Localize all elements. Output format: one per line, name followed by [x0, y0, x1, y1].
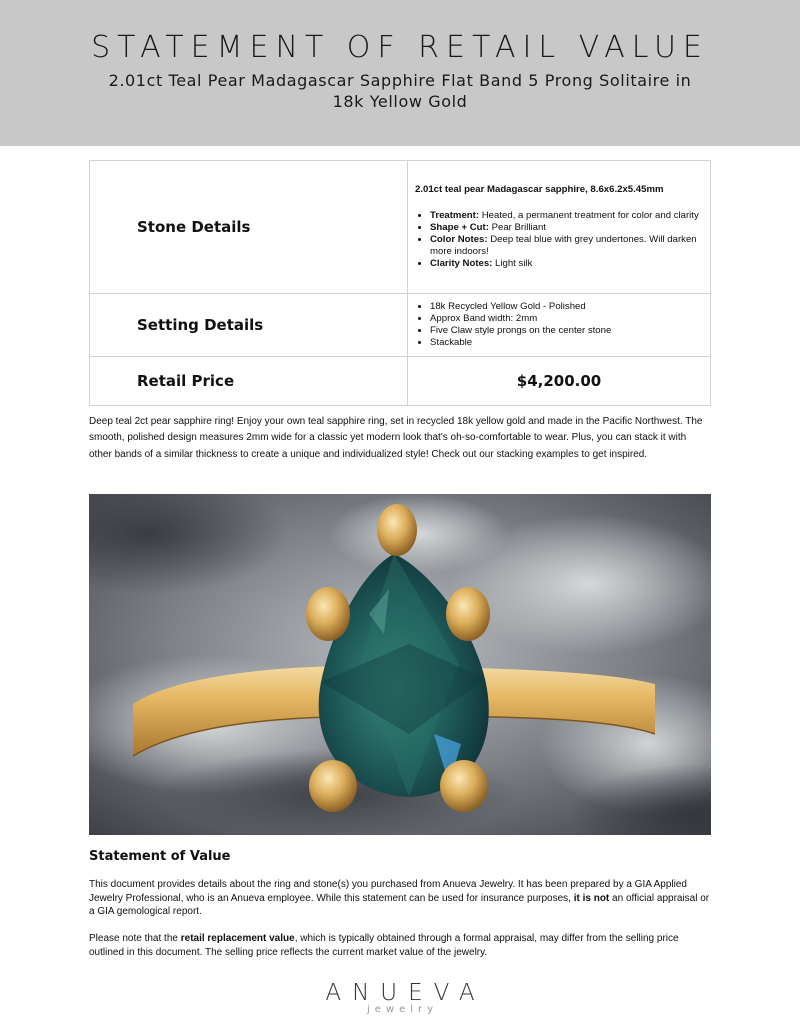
- statement-paragraph-2: [89, 932, 711, 959]
- prong: [440, 760, 488, 812]
- list-item: • Stackable: [430, 337, 704, 349]
- setting-details-label: Setting Details: [90, 294, 408, 357]
- prong: [377, 504, 417, 556]
- prong: [446, 587, 490, 641]
- item-value: Heated, a permanent treatment for color and clarity: [481, 210, 699, 221]
- text-segment: , which is typically obtained through a formal appraisal, may differ from the selling price outlined in this document. The selling price reflects the current market value of the jewelry.: [89, 933, 679, 958]
- list-item: • Approx Band width: 2mm: [430, 313, 704, 325]
- stone-list: [415, 210, 704, 270]
- document-title: STATEMENT OF RETAIL VALUE: [91, 30, 709, 65]
- list-item: [430, 234, 704, 258]
- item-key: Color Notes:: [430, 234, 488, 245]
- list-item: [430, 258, 704, 270]
- text-segment: an official appraisal or a GIA gemological report.: [89, 892, 710, 917]
- stone-heading: 2.01ct teal pear Madagascar sapphire, 8.6x6.2x5.45mm: [415, 184, 664, 195]
- brand-subtitle: jewelry: [366, 1004, 439, 1015]
- header-banner: [0, 0, 800, 146]
- setting-details-cell: [408, 294, 711, 357]
- setting-list: [415, 301, 704, 349]
- text-segment: Please note that the: [89, 933, 181, 944]
- item-value: Deep teal blue with grey undertones. Will darken more indoors!: [430, 234, 697, 257]
- brand-name: ANUEVA: [325, 980, 486, 1006]
- item-key: Clarity Notes:: [430, 258, 493, 269]
- document-subtitle: 2.01ct Teal Pear Madagascar Sapphire Flat Band 5 Prong Solitaire in 18k Yellow Gold: [108, 71, 692, 111]
- item-value: Light silk: [495, 258, 533, 269]
- retail-price-row: [90, 357, 711, 406]
- ring-photo: [89, 494, 711, 835]
- item-key: Treatment:: [430, 210, 480, 221]
- statement-paragraph-1: [89, 878, 711, 919]
- brand-logo: [0, 980, 800, 1015]
- stone-details-row: [90, 161, 711, 294]
- retail-price-value: $4,200.00: [408, 357, 711, 406]
- ring-illustration: [89, 494, 711, 835]
- item-value: Pear Brilliant: [491, 222, 546, 233]
- text-emphasis: retail replacement value: [180, 933, 295, 944]
- prong: [309, 760, 357, 812]
- text-emphasis: it is not: [573, 892, 610, 904]
- text-segment: This document provides details about the ring and stone(s) you purchased from Anueva Jewelry. It has been prepared by a GIA Applied Jewelry Professional, who is an Anueva employee. While this statement can be used for insurance purposes,: [89, 879, 687, 904]
- product-description: Deep teal 2ct pear sapphire ring! Enjoy your own teal sapphire ring, set in recycled 18k yellow gold and made in the Pacific Northwest. The smooth, polished design measures 2mm wide for a classic yet modern look that's oh-so-comfortable to wear. Plus, you can stack it with other bands of a similar thickness to create a unique and individualized style! Check out our stacking examples to get inspired.: [89, 416, 703, 460]
- list-item: [430, 210, 704, 222]
- retail-price-label: Retail Price: [90, 357, 408, 406]
- prong: [306, 587, 350, 641]
- stone-details-label: Stone Details: [90, 161, 408, 294]
- setting-details-row: [90, 294, 711, 357]
- stone-details-cell: [408, 161, 711, 294]
- list-item: • Five Claw style prongs on the center stone: [430, 325, 704, 337]
- list-item: [430, 222, 704, 234]
- list-item: • 18k Recycled Yellow Gold - Polished: [430, 301, 704, 313]
- statement-title: Statement of Value: [89, 849, 231, 864]
- details-table: [89, 160, 711, 406]
- item-key: Shape + Cut:: [430, 222, 489, 233]
